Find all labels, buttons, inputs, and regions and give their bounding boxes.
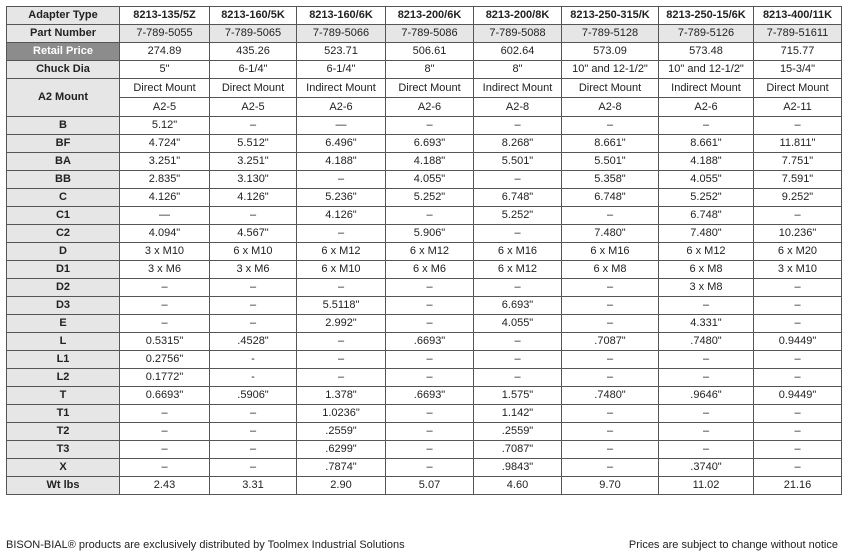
dimension-value: 4.055" <box>386 171 474 189</box>
dimension-value: 10.236" <box>754 225 842 243</box>
dimension-value: 4.126" <box>297 207 386 225</box>
dimension-value: – <box>297 369 386 387</box>
dimension-value: – <box>386 423 474 441</box>
dimension-value: – <box>120 459 210 477</box>
dimension-value: .9843" <box>474 459 562 477</box>
dimension-row <box>7 369 842 387</box>
dimension-value: 5.12" <box>120 117 210 135</box>
retail-price-cell: 435.26 <box>210 43 297 61</box>
dimension-row <box>7 279 842 297</box>
dimension-value: .7480" <box>562 387 659 405</box>
a2-size-cell: A2-6 <box>386 98 474 117</box>
chuck-dia-header: Chuck Dia <box>7 61 120 79</box>
dimension-value: 3.130" <box>210 171 297 189</box>
retail-price-cell: 573.09 <box>562 43 659 61</box>
dimension-row <box>7 135 842 153</box>
dimension-value: 5.252" <box>659 189 754 207</box>
dimension-value: 5.236" <box>297 189 386 207</box>
dimension-value: – <box>120 423 210 441</box>
dimension-value: — <box>297 117 386 135</box>
a2-mount-header: A2 Mount <box>7 79 120 117</box>
dimension-value: 4.724" <box>120 135 210 153</box>
dimension-row <box>7 387 842 405</box>
adapter-spec-table <box>6 6 842 495</box>
dimension-value: — <box>120 207 210 225</box>
dimension-value: 6 x M20 <box>754 243 842 261</box>
dimension-value: 3 x M10 <box>120 243 210 261</box>
dimension-value: 6.693" <box>386 135 474 153</box>
dimension-value: – <box>120 297 210 315</box>
adapter-type-header: Adapter Type <box>7 7 120 25</box>
part-number-cell: 7-789-5086 <box>386 25 474 43</box>
retail-price-row <box>7 43 842 61</box>
adapter-type-row <box>7 7 842 25</box>
dimension-value: .6693" <box>386 387 474 405</box>
dimension-value: 1.575" <box>474 387 562 405</box>
a2-size-cell: A2-8 <box>474 98 562 117</box>
dimension-value: – <box>562 369 659 387</box>
dimension-value: 6 x M16 <box>562 243 659 261</box>
dimension-value: 6.496" <box>297 135 386 153</box>
dimension-value: 8.661" <box>659 135 754 153</box>
dimension-value: – <box>754 441 842 459</box>
dimension-row <box>7 207 842 225</box>
chuck-dia-cell: 8" <box>474 61 562 79</box>
dimension-value: – <box>659 351 754 369</box>
dimension-value: .6299" <box>297 441 386 459</box>
dimension-value: 1.0236" <box>297 405 386 423</box>
dimension-row <box>7 243 842 261</box>
dimension-value: – <box>659 297 754 315</box>
dimension-label: L1 <box>7 351 120 369</box>
dimension-value: 6 x M10 <box>210 243 297 261</box>
dimension-value: – <box>210 441 297 459</box>
dimension-value: 4.055" <box>659 171 754 189</box>
dimension-value: – <box>659 441 754 459</box>
part-number-row <box>7 25 842 43</box>
chuck-dia-cell: 6-1/4" <box>210 61 297 79</box>
dimension-label: B <box>7 117 120 135</box>
price-disclaimer: Prices are subject to change without notice <box>628 539 838 551</box>
retail-price-cell: 715.77 <box>754 43 842 61</box>
dimension-row <box>7 441 842 459</box>
dimension-value: – <box>659 405 754 423</box>
dimension-value: 0.9449" <box>754 387 842 405</box>
a2-size-cell: A2-11 <box>754 98 842 117</box>
mount-type-cell: Direct Mount <box>386 79 474 98</box>
dimension-value: – <box>386 405 474 423</box>
dimension-value: 3 x M8 <box>659 279 754 297</box>
dimension-value: 8.661" <box>562 135 659 153</box>
dimension-value: – <box>474 333 562 351</box>
dimension-label: D <box>7 243 120 261</box>
dimension-row <box>7 459 842 477</box>
chuck-dia-cell: 6-1/4" <box>297 61 386 79</box>
dimension-value: – <box>562 441 659 459</box>
dimension-value: – <box>754 369 842 387</box>
dimension-value: – <box>297 171 386 189</box>
dimension-value: – <box>474 171 562 189</box>
dimension-value: – <box>120 441 210 459</box>
dimension-value: – <box>210 297 297 315</box>
dimension-value: – <box>659 423 754 441</box>
dimension-value: – <box>754 207 842 225</box>
part-number-cell: 7-789-51611 <box>754 25 842 43</box>
dimension-value: 9.70 <box>562 477 659 495</box>
dimension-value: 0.1772" <box>120 369 210 387</box>
dimension-value: 5.5118" <box>297 297 386 315</box>
dimension-value: – <box>562 351 659 369</box>
dimension-value: 6 x M8 <box>659 261 754 279</box>
dimension-value: 3.251" <box>120 153 210 171</box>
dimension-value: 1.378" <box>297 387 386 405</box>
dimension-label: Wt lbs <box>7 477 120 495</box>
dimension-value: 9.252" <box>754 189 842 207</box>
dimension-label: C <box>7 189 120 207</box>
dimension-value: 3 x M6 <box>120 261 210 279</box>
dimension-label: E <box>7 315 120 333</box>
dimension-value: .4528" <box>210 333 297 351</box>
dimension-value: 7.480" <box>562 225 659 243</box>
dimension-value: – <box>297 225 386 243</box>
dimension-value: 2.43 <box>120 477 210 495</box>
a2-size-cell: A2-8 <box>562 98 659 117</box>
part-number-cell: 7-789-5088 <box>474 25 562 43</box>
dimension-value: – <box>120 279 210 297</box>
dimension-value: 4.126" <box>120 189 210 207</box>
retail-price-cell: 602.64 <box>474 43 562 61</box>
dimension-value: 0.9449" <box>754 333 842 351</box>
dimension-value: .9646" <box>659 387 754 405</box>
dimension-row <box>7 117 842 135</box>
dimension-value: – <box>474 225 562 243</box>
dimension-value: 11.811" <box>754 135 842 153</box>
dimension-value: 6.748" <box>474 189 562 207</box>
dimension-label: T3 <box>7 441 120 459</box>
adapter-type-cell: 8213-135/5Z <box>120 7 210 25</box>
retail-price-cell: 274.89 <box>120 43 210 61</box>
dimension-value: 4.60 <box>474 477 562 495</box>
dimension-value: 3 x M10 <box>754 261 842 279</box>
dimension-value: – <box>210 117 297 135</box>
dimension-value: .3740" <box>659 459 754 477</box>
dimension-value: 5.512" <box>210 135 297 153</box>
dimension-value: 6 x M12 <box>386 243 474 261</box>
dimension-value: 1.142" <box>474 405 562 423</box>
dimension-value: – <box>754 405 842 423</box>
dimension-value: .7087" <box>562 333 659 351</box>
dimension-row <box>7 189 842 207</box>
mount-type-cell: Indirect Mount <box>659 79 754 98</box>
dimension-value: 7.591" <box>754 171 842 189</box>
dimension-value: – <box>562 279 659 297</box>
adapter-spec-table-body <box>7 7 842 495</box>
dimension-value: 4.188" <box>386 153 474 171</box>
dimension-row <box>7 297 842 315</box>
part-number-cell: 7-789-5065 <box>210 25 297 43</box>
dimension-value: – <box>474 369 562 387</box>
dimension-value: .2559" <box>474 423 562 441</box>
retail-price-cell: 506.61 <box>386 43 474 61</box>
dimension-value: – <box>386 369 474 387</box>
retail-price-header: Retail Price <box>7 43 120 61</box>
dimension-value: 0.2756" <box>120 351 210 369</box>
a2-mount-type-row <box>7 79 842 98</box>
dimension-value: – <box>474 117 562 135</box>
dimension-value: – <box>754 315 842 333</box>
dimension-value: 6 x M12 <box>297 243 386 261</box>
chuck-dia-cell: 8" <box>386 61 474 79</box>
mount-type-cell: Direct Mount <box>210 79 297 98</box>
dimension-label: D2 <box>7 279 120 297</box>
dimension-value: – <box>659 369 754 387</box>
dimension-value: – <box>754 117 842 135</box>
retail-price-cell: 523.71 <box>297 43 386 61</box>
dimension-row <box>7 351 842 369</box>
dimension-value: – <box>754 423 842 441</box>
dimension-value: 7.751" <box>754 153 842 171</box>
adapter-type-cell: 8213-200/6K <box>386 7 474 25</box>
dimension-value: 6 x M10 <box>297 261 386 279</box>
dimension-value: 5.501" <box>562 153 659 171</box>
dimension-value: – <box>210 459 297 477</box>
mount-type-cell: Direct Mount <box>754 79 842 98</box>
dimension-label: C2 <box>7 225 120 243</box>
dimension-label: L2 <box>7 369 120 387</box>
dimension-value: 3.251" <box>210 153 297 171</box>
a2-size-cell: A2-6 <box>297 98 386 117</box>
dimension-value: – <box>210 423 297 441</box>
mount-type-cell: Indirect Mount <box>474 79 562 98</box>
part-number-cell: 7-789-5066 <box>297 25 386 43</box>
dimension-value: – <box>210 207 297 225</box>
part-number-cell: 7-789-5126 <box>659 25 754 43</box>
dimension-value: .2559" <box>297 423 386 441</box>
mount-type-cell: Indirect Mount <box>297 79 386 98</box>
dimension-value: – <box>210 405 297 423</box>
dimension-value: 4.567" <box>210 225 297 243</box>
chuck-dia-cell: 10" and 12-1/2" <box>562 61 659 79</box>
dimension-value: – <box>562 423 659 441</box>
a2-size-cell: A2-6 <box>659 98 754 117</box>
dimension-value: 5.252" <box>386 189 474 207</box>
dimension-value: – <box>474 279 562 297</box>
dimension-value: 4.126" <box>210 189 297 207</box>
dimension-value: 5.252" <box>474 207 562 225</box>
dimension-value: 6 x M16 <box>474 243 562 261</box>
dimension-value: .6693" <box>386 333 474 351</box>
dimension-value: – <box>297 279 386 297</box>
dimension-value: 6 x M12 <box>474 261 562 279</box>
dimension-value: – <box>386 297 474 315</box>
dimension-value: 6 x M12 <box>659 243 754 261</box>
dimension-label: C1 <box>7 207 120 225</box>
dimension-value: – <box>386 441 474 459</box>
dimension-value: 2.90 <box>297 477 386 495</box>
dimension-row <box>7 405 842 423</box>
dimension-value: 5.07 <box>386 477 474 495</box>
dimension-value: 4.055" <box>474 315 562 333</box>
dimension-row <box>7 333 842 351</box>
dimension-value: 11.02 <box>659 477 754 495</box>
dimension-value: .7087" <box>474 441 562 459</box>
dimension-label: T <box>7 387 120 405</box>
dimension-value: 5.358" <box>562 171 659 189</box>
dimension-value: 3.31 <box>210 477 297 495</box>
dimension-value: 4.188" <box>297 153 386 171</box>
dimension-value: – <box>754 459 842 477</box>
dimension-label: T1 <box>7 405 120 423</box>
dimension-row <box>7 315 842 333</box>
dimension-value: – <box>386 207 474 225</box>
dimension-row <box>7 261 842 279</box>
dimension-value: – <box>297 351 386 369</box>
dimension-value: 2.835" <box>120 171 210 189</box>
adapter-type-cell: 8213-200/8K <box>474 7 562 25</box>
chuck-dia-cell: 5" <box>120 61 210 79</box>
dimension-value: 6 x M8 <box>562 261 659 279</box>
mount-type-cell: Direct Mount <box>120 79 210 98</box>
dimension-row <box>7 423 842 441</box>
dimension-label: T2 <box>7 423 120 441</box>
dimension-value: 3 x M6 <box>210 261 297 279</box>
dimension-value: – <box>120 315 210 333</box>
dimension-value: – <box>474 351 562 369</box>
dimension-value: – <box>386 315 474 333</box>
dimension-value: – <box>210 315 297 333</box>
adapter-type-cell: 8213-400/11K <box>754 7 842 25</box>
dimension-value: – <box>386 351 474 369</box>
part-number-cell: 7-789-5128 <box>562 25 659 43</box>
dimension-value: 5.906" <box>386 225 474 243</box>
dimension-value: – <box>659 117 754 135</box>
dimension-label: BB <box>7 171 120 189</box>
dimension-value: – <box>386 117 474 135</box>
dimension-value: – <box>562 405 659 423</box>
a2-size-cell: A2-5 <box>120 98 210 117</box>
a2-size-cell: A2-5 <box>210 98 297 117</box>
adapter-type-cell: 8213-160/6K <box>297 7 386 25</box>
dimension-value: .7480" <box>659 333 754 351</box>
dimension-value: 6.693" <box>474 297 562 315</box>
dimension-value: .5906" <box>210 387 297 405</box>
dimension-value: – <box>562 207 659 225</box>
dimension-value: – <box>386 279 474 297</box>
dimension-label: D1 <box>7 261 120 279</box>
chuck-dia-cell: 10" and 12-1/2" <box>659 61 754 79</box>
dimension-value: – <box>562 315 659 333</box>
part-number-header: Part Number <box>7 25 120 43</box>
a2-size-row <box>7 98 842 117</box>
retail-price-cell: 573.48 <box>659 43 754 61</box>
part-number-cell: 7-789-5055 <box>120 25 210 43</box>
dimension-label: BF <box>7 135 120 153</box>
dimension-value: – <box>754 297 842 315</box>
dimension-value: 4.331" <box>659 315 754 333</box>
dimension-value: – <box>562 297 659 315</box>
dimension-value: 4.188" <box>659 153 754 171</box>
dimension-value: 6.748" <box>659 207 754 225</box>
dimension-value: – <box>386 459 474 477</box>
dimension-label: X <box>7 459 120 477</box>
dimension-value: .7874" <box>297 459 386 477</box>
adapter-type-cell: 8213-250-315/K <box>562 7 659 25</box>
dimension-row <box>7 477 842 495</box>
dimension-value: – <box>210 279 297 297</box>
dimension-value: – <box>562 117 659 135</box>
dimension-value: – <box>562 459 659 477</box>
dimension-value: 6 x M6 <box>386 261 474 279</box>
dimension-value: 0.5315" <box>120 333 210 351</box>
dimension-row <box>7 153 842 171</box>
dimension-value: 2.992" <box>297 315 386 333</box>
dimension-value: - <box>210 351 297 369</box>
dimension-value: 21.16 <box>754 477 842 495</box>
dimension-value: - <box>210 369 297 387</box>
dimension-label: L <box>7 333 120 351</box>
dimension-row <box>7 225 842 243</box>
dimension-row <box>7 171 842 189</box>
dimension-value: 8.268" <box>474 135 562 153</box>
mount-type-cell: Direct Mount <box>562 79 659 98</box>
dimension-value: 7.480" <box>659 225 754 243</box>
dimension-label: BA <box>7 153 120 171</box>
adapter-type-cell: 8213-250-15/6K <box>659 7 754 25</box>
dimension-value: 0.6693" <box>120 387 210 405</box>
dimension-value: 4.094" <box>120 225 210 243</box>
dimension-label: D3 <box>7 297 120 315</box>
dimension-value: 6.748" <box>562 189 659 207</box>
chuck-dia-row <box>7 61 842 79</box>
dimension-value: – <box>754 351 842 369</box>
adapter-type-cell: 8213-160/5K <box>210 7 297 25</box>
distributor-note: BISON-BIAL® products are exclusively distributed by Toolmex Industrial Solutions <box>6 539 405 551</box>
dimension-value: 5.501" <box>474 153 562 171</box>
dimension-value: – <box>297 333 386 351</box>
chuck-dia-cell: 15-3/4" <box>754 61 842 79</box>
dimension-value: – <box>754 279 842 297</box>
dimension-value: – <box>120 405 210 423</box>
